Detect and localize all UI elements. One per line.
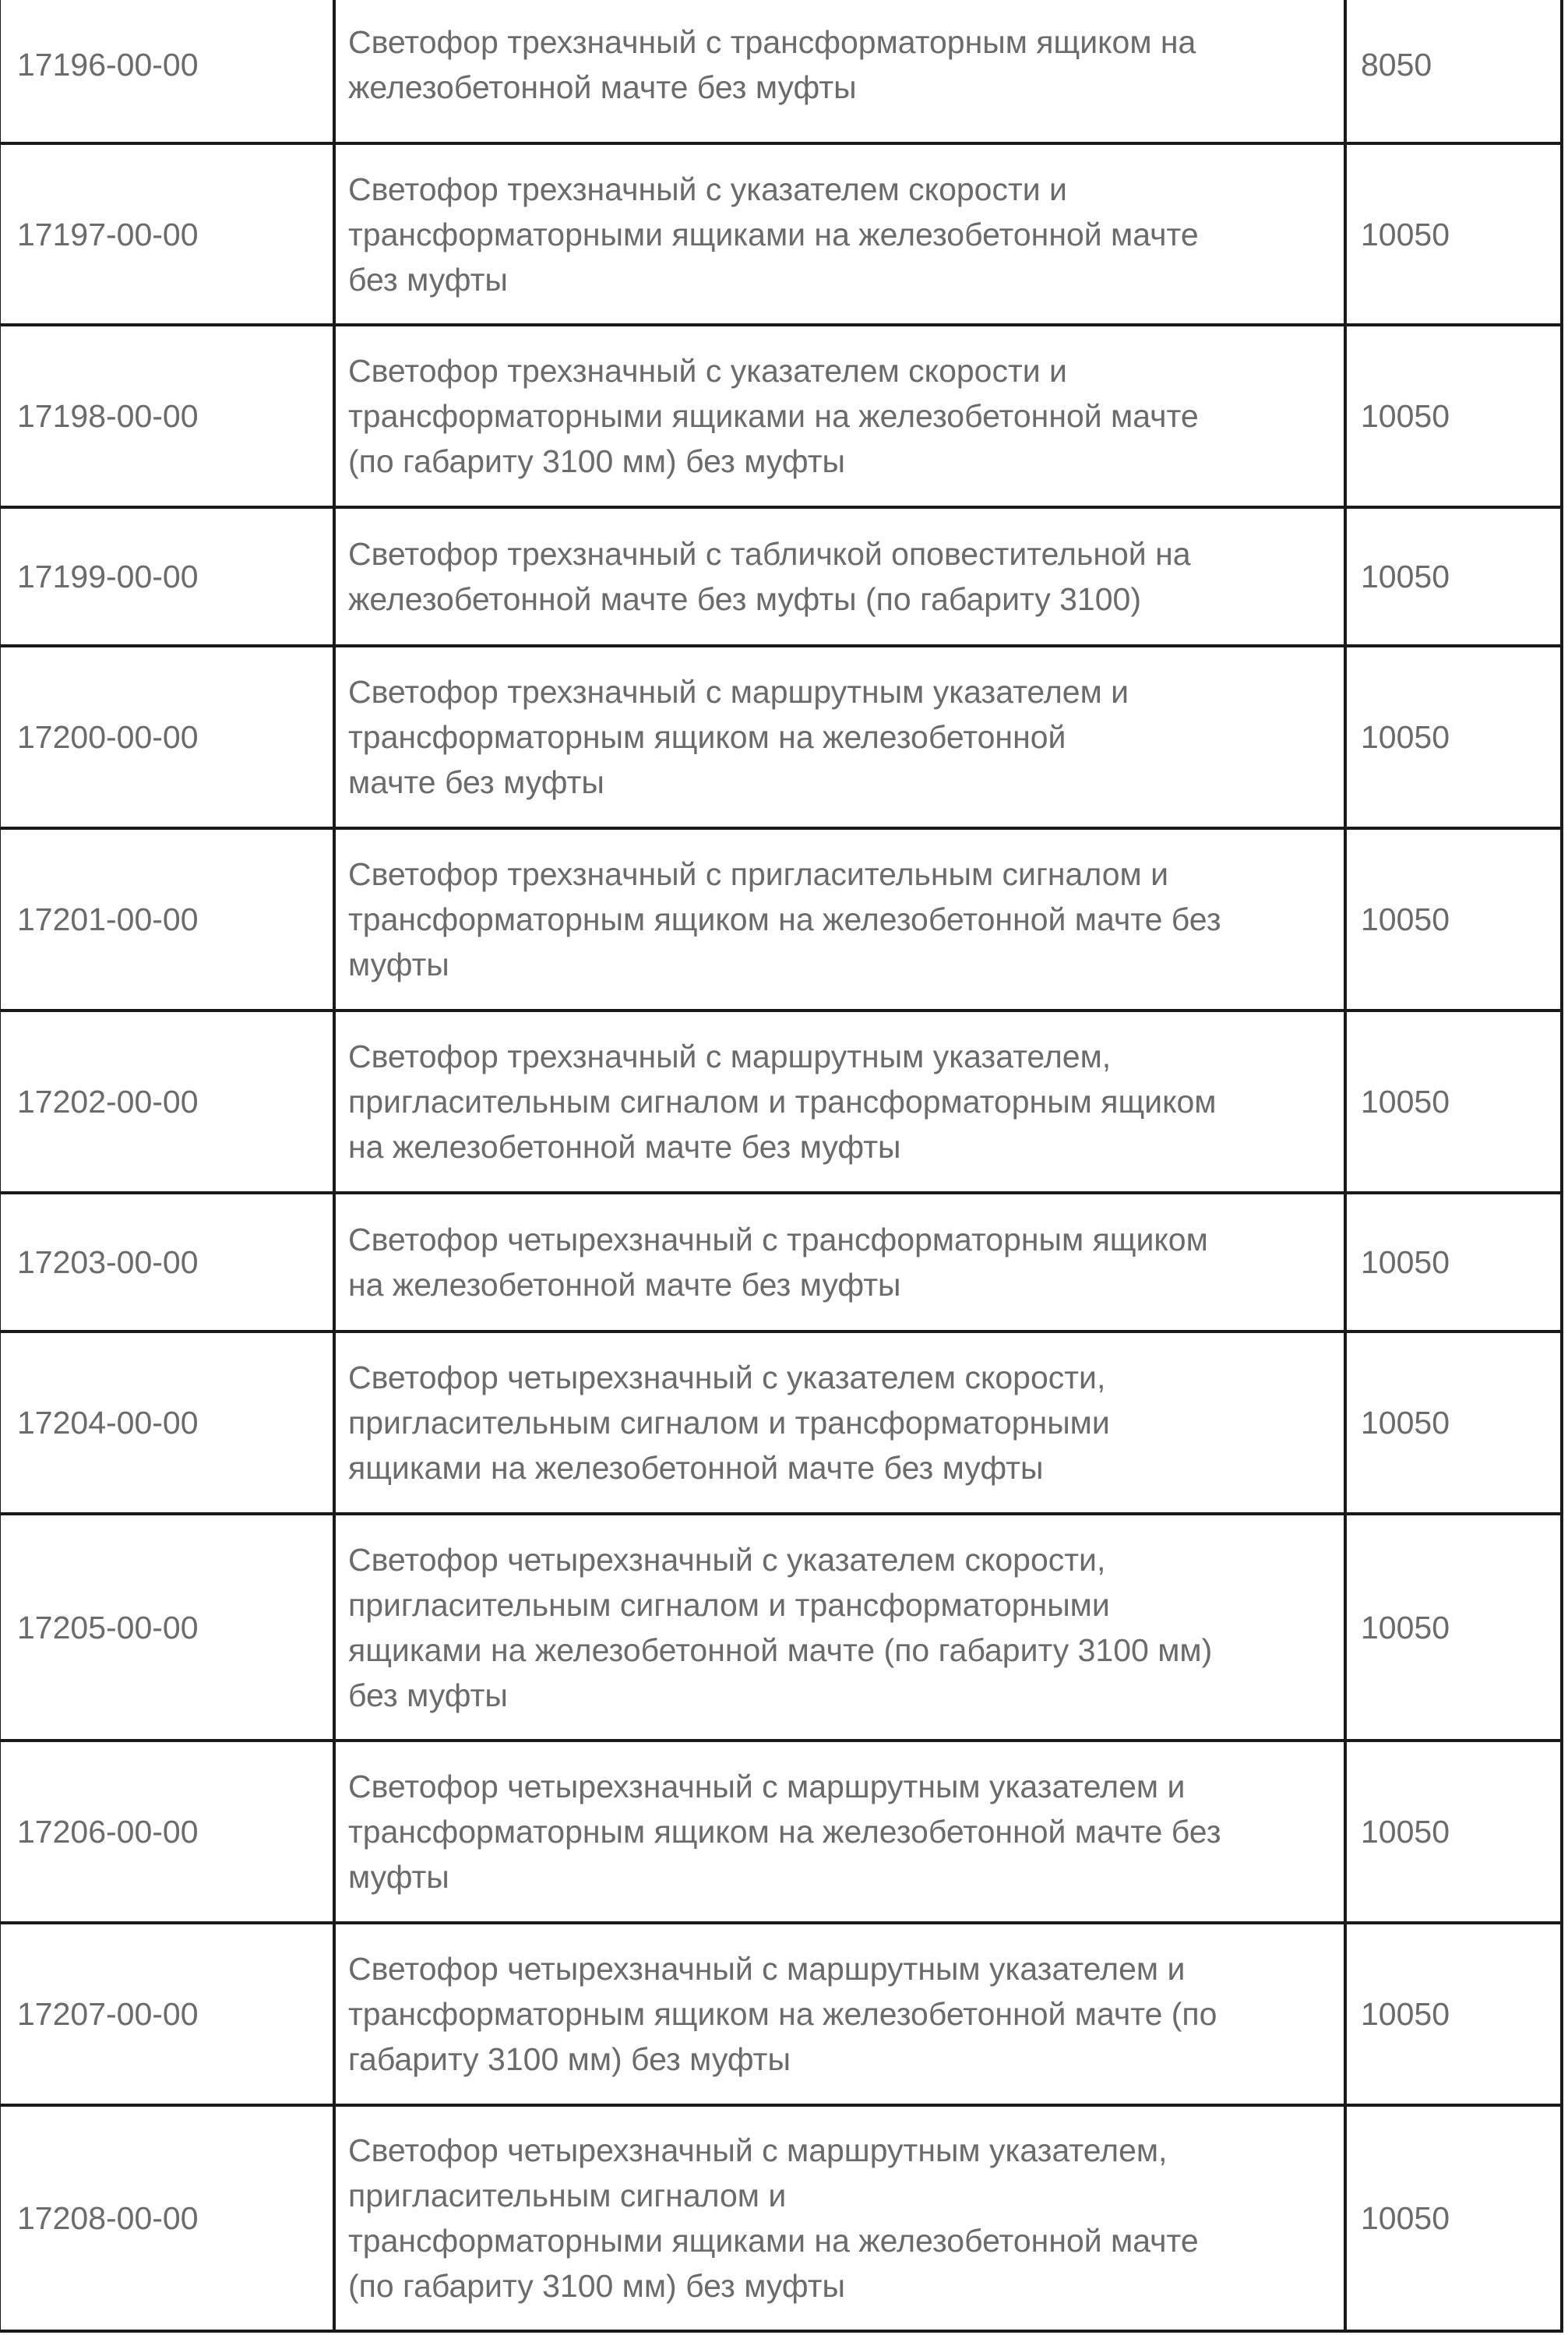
product-code-cell: 17199-00-00 [0, 507, 334, 646]
table-row [0, 1741, 1562, 1923]
price-cell: 10050 [1345, 143, 1562, 325]
price-cell: 10050 [1345, 1332, 1562, 1514]
price-cell: 10050 [1345, 1923, 1562, 2105]
table-row [0, 325, 1562, 507]
price-cell: 10050 [1345, 2105, 1562, 2331]
table-row [0, 1332, 1562, 1514]
table-row [0, 143, 1562, 325]
price-cell: 10050 [1345, 828, 1562, 1011]
product-code-cell: 17196-00-00 [0, 0, 334, 143]
price-cell: 10050 [1345, 1193, 1562, 1332]
product-code-cell: 17207-00-00 [0, 1923, 334, 2105]
table-row [0, 1923, 1562, 2105]
product-code-cell: 17201-00-00 [0, 828, 334, 1011]
product-description-cell: Светофор четырехзначный с указателем скорости, пригласительным сигналом и трансформаторными ящиками на железобетонной мачте (по габариту 3100 мм) без муфты [334, 1514, 1345, 1741]
table-row [0, 1514, 1562, 1741]
table-row [0, 0, 1562, 143]
product-description-cell: Светофор трехзначный с трансформаторным ящиком на железобетонной мачте без муфты [334, 0, 1345, 143]
product-description-cell: Светофор четырехзначный с указателем скорости, пригласительным сигналом и трансформаторными ящиками на железобетонной мачте без муфты [334, 1332, 1345, 1514]
price-cell: 10050 [1345, 1011, 1562, 1193]
product-code-cell: 17202-00-00 [0, 1011, 334, 1193]
table-row [0, 646, 1562, 828]
product-code-cell: 17206-00-00 [0, 1741, 334, 1923]
table-row [0, 828, 1562, 1011]
product-description-cell: Светофор трехзначный с пригласительным сигналом и трансформаторным ящиком на железобетонной мачте без муфты [334, 828, 1345, 1011]
product-code-cell: 17204-00-00 [0, 1332, 334, 1514]
price-cell: 8050 [1345, 0, 1562, 143]
product-description-cell: Светофор трехзначный с указателем скорости и трансформаторными ящиками на железобетонной мачте (по габариту 3100 мм) без муфты [334, 325, 1345, 507]
price-cell: 10050 [1345, 1514, 1562, 1741]
product-code-cell: 17197-00-00 [0, 143, 334, 325]
product-description-cell: Светофор трехзначный с маршрутным указателем, пригласительным сигналом и трансформаторным ящиком на железобетонной мачте без муфты [334, 1011, 1345, 1193]
product-code-cell: 17200-00-00 [0, 646, 334, 828]
product-code-cell: 17198-00-00 [0, 325, 334, 507]
table-row [0, 1011, 1562, 1193]
product-description-cell: Светофор трехзначный с табличкой оповестительной на железобетонной мачте без муфты (по габариту 3100) [334, 507, 1345, 646]
product-description-cell: Светофор трехзначный с указателем скорости и трансформаторными ящиками на железобетонной мачте без муфты [334, 143, 1345, 325]
product-code-cell: 17203-00-00 [0, 1193, 334, 1332]
product-description-cell: Светофор четырехзначный с маршрутным указателем, пригласительным сигналом и трансформаторными ящиками на железобетонной мачте (по габариту 3100 мм) без муфты [334, 2105, 1345, 2331]
product-code-cell: 17205-00-00 [0, 1514, 334, 1741]
table-row [0, 507, 1562, 646]
table-row [0, 2105, 1562, 2331]
table-row [0, 1193, 1562, 1332]
price-cell: 10050 [1345, 507, 1562, 646]
product-code-cell: 17208-00-00 [0, 2105, 334, 2331]
product-description-cell: Светофор четырехзначный с трансформаторным ящиком на железобетонной мачте без муфты [334, 1193, 1345, 1332]
price-cell: 10050 [1345, 646, 1562, 828]
price-cell: 10050 [1345, 1741, 1562, 1923]
product-description-cell: Светофор трехзначный с маршрутным указателем и трансформаторным ящиком на железобетонной мачте без муфты [334, 646, 1345, 828]
product-description-cell: Светофор четырехзначный с маршрутным указателем и трансформаторным ящиком на железобетонной мачте без муфты [334, 1741, 1345, 1923]
product-description-cell: Светофор четырехзначный с маршрутным указателем и трансформаторным ящиком на железобетонной мачте (по габариту 3100 мм) без муфты [334, 1923, 1345, 2105]
price-cell: 10050 [1345, 325, 1562, 507]
